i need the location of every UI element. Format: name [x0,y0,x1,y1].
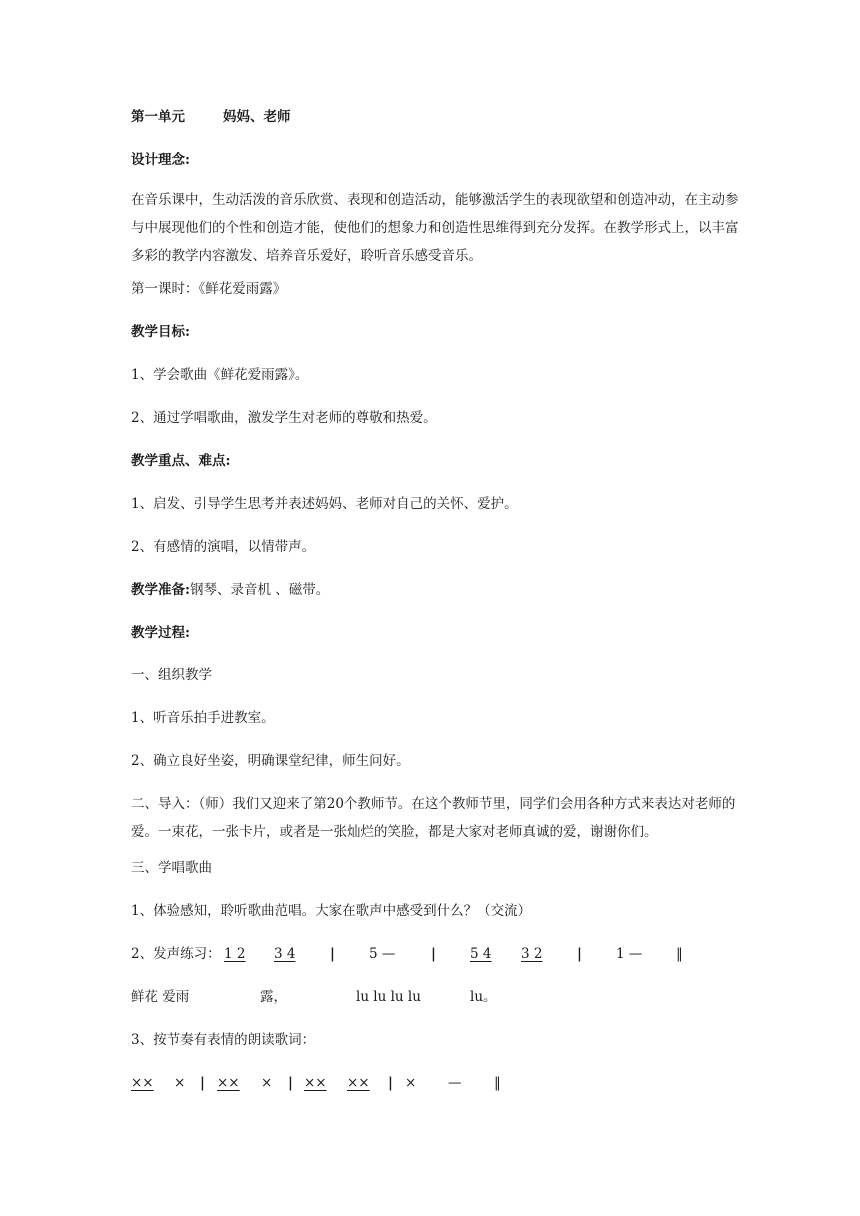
rhythm-cell: ×× [217,1075,240,1091]
final-barline: ‖ [676,946,683,962]
lyrics-line [0,986,860,1008]
rhythm-cell: × [174,1075,186,1091]
note-cell: 3 4 [274,946,296,962]
vocal-exercise-label: 2、发声练习： [131,946,221,962]
unit-title [131,106,291,128]
rhythm-cell: ×× [131,1075,154,1091]
unit-label: 第一单元 [131,109,185,125]
rhythm-cell: — [448,1075,462,1091]
note-cell: 5 — [369,946,396,962]
prep-text: 钢琴、录音机 、磁带。 [189,582,330,598]
rhythm-cell: × [261,1075,273,1091]
step1-item: 1、听音乐拍手进教室。 [131,710,275,726]
note-cell: 5 4 [470,946,492,962]
process-heading: 教学过程: [131,625,190,641]
note-cell: 1 — [616,946,643,962]
step2-paragraph: 二、导入：（师）我们又迎来了第20个教师节。在这个教师节里，同学们会用各种方式来表达对老师的爱。一束花，一张卡片，或者是一张灿烂的笑脸，都是大家对老师真诚的爱，谢谢你们。 [131,796,736,840]
barline: | [577,946,582,962]
note-cell: 1 2 [224,946,246,962]
note-cell: 3 2 [521,946,543,962]
design-body: 在音乐课中，生动活泼的音乐欣赏、表现和创造活动，能够激活学生的表现欲望和创造冲动，在主动参与中展现他们的个性和创造才能，使他们的想象力和创造性思维得到充分发挥。在教学形式上，以丰富多彩的教学内容激发、培养音乐爱好，聆听音乐感受音乐。 [131,192,739,264]
goal-item: 1、学会歌曲《鲜花爱雨露》。 [131,367,309,383]
rhythm-cell: × [405,1075,417,1091]
final-barline: ‖ [494,1075,501,1091]
keypoints-heading: 教学重点、难点: [131,453,231,469]
lesson-title: 第一课时：《鲜花爱雨露》 [131,281,287,297]
lyric-segment: 露， [260,989,287,1005]
prep-heading: 教学准备: [131,582,190,598]
barline: | [431,946,436,962]
barline: | [388,1075,393,1091]
rhythm-cell: ×× [304,1075,327,1091]
rhythm-line [0,1072,860,1094]
prep-line [131,579,329,601]
step1-item: 2、确立良好坐姿，明确课堂纪律，师生问好。 [131,753,410,769]
lyric-segment: lu lu lu lu [356,989,421,1005]
keypoint-item: 1、启发、引导学生思考并表述妈妈、老师对自己的关怀、爱护。 [131,496,518,512]
lyric-segment: lu。 [470,989,497,1005]
barline: | [330,946,335,962]
unit-name: 妈妈、老师 [223,109,291,125]
lyric-segment: 鲜花 爱雨 [131,989,190,1005]
step3-item-1: 1、体验感知，聆听歌曲范唱。大家在歌声中感受到什么？（交流） [131,903,532,919]
step3-title: 三、学唱歌曲 [131,860,212,876]
vocal-exercise-line [0,943,860,965]
barline: | [288,1075,293,1091]
goals-heading: 教学目标: [131,324,190,340]
keypoint-item: 2、有感情的演唱，以情带声。 [131,539,316,555]
rhythm-cell: ×× [347,1075,370,1091]
barline: | [200,1075,205,1091]
goal-item: 2、通过学唱歌曲，激发学生对老师的尊敬和热爱。 [131,410,437,426]
design-heading: 设计理念: [131,152,190,168]
step3-item-3: 3、按节奏有表情的朗读歌词： [131,1032,316,1048]
step1-title: 一、组织教学 [131,667,212,683]
